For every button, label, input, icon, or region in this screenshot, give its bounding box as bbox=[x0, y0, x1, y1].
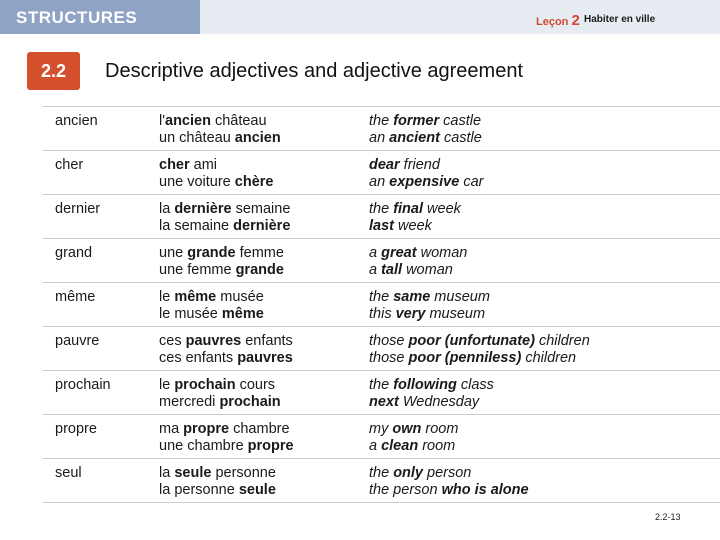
adjective-highlight: propre bbox=[247, 437, 294, 454]
example-line bbox=[369, 377, 494, 394]
adjective-highlight: pauvres bbox=[185, 333, 242, 349]
page-title: Descriptive adjectives and adjective agreement bbox=[105, 60, 523, 82]
example-text: castle bbox=[439, 113, 482, 129]
french-example-cell bbox=[159, 377, 281, 410]
example-text: a bbox=[369, 261, 382, 278]
adjective-cell: prochain bbox=[55, 377, 111, 393]
example-line bbox=[159, 262, 284, 279]
example-text: l' bbox=[159, 113, 165, 129]
example-text: enfants bbox=[241, 333, 293, 349]
adjective-highlight: grande bbox=[235, 261, 284, 278]
example-line bbox=[369, 130, 482, 147]
example-text: cours bbox=[235, 377, 276, 393]
adjective-highlight: expensive bbox=[389, 173, 460, 190]
adjective-highlight: même bbox=[221, 305, 264, 322]
example-text: woman bbox=[402, 261, 453, 278]
example-line bbox=[369, 174, 483, 191]
lesson-number: 2 bbox=[571, 12, 580, 29]
example-text: château bbox=[210, 113, 267, 129]
example-line bbox=[159, 130, 281, 147]
example-text: personne bbox=[211, 465, 276, 481]
example-text: le bbox=[159, 377, 175, 393]
example-line bbox=[369, 465, 529, 482]
example-text: week bbox=[394, 217, 432, 234]
example-text: le musée bbox=[159, 305, 222, 322]
french-example-cell bbox=[159, 245, 284, 278]
english-translation-cell bbox=[369, 465, 529, 498]
example-text: museum bbox=[425, 305, 486, 322]
adjective-highlight: seule bbox=[238, 481, 276, 498]
adjective-cell: dernier bbox=[55, 201, 101, 217]
example-text: my bbox=[369, 421, 393, 437]
example-text: the person bbox=[369, 481, 442, 498]
adjective-highlight: pauvres bbox=[237, 349, 293, 366]
english-translation-cell bbox=[369, 421, 458, 454]
adjective-highlight: next bbox=[369, 393, 399, 410]
adjective-highlight: only bbox=[393, 465, 423, 481]
english-translation-cell bbox=[369, 333, 590, 366]
example-line bbox=[159, 394, 281, 411]
example-line bbox=[369, 306, 490, 323]
example-text: children bbox=[534, 333, 590, 349]
table-row bbox=[43, 327, 720, 371]
table-row bbox=[43, 459, 720, 503]
table-row bbox=[43, 151, 720, 195]
section-banner bbox=[0, 0, 200, 34]
french-example-cell bbox=[159, 113, 281, 146]
adjective-highlight: very bbox=[395, 305, 426, 322]
english-translation-cell bbox=[369, 201, 461, 234]
example-text: the bbox=[369, 201, 394, 217]
example-text: room bbox=[418, 437, 456, 454]
example-text: mercredi bbox=[159, 393, 220, 410]
adjective-highlight: poor (penniless) bbox=[408, 349, 522, 366]
example-line bbox=[159, 421, 294, 438]
example-text: la semaine bbox=[159, 217, 234, 234]
adjective-highlight: prochain bbox=[219, 393, 281, 410]
table-row bbox=[43, 371, 720, 415]
adjective-highlight: former bbox=[393, 113, 440, 129]
section-badge: 2.2 bbox=[27, 52, 80, 90]
example-text: person bbox=[423, 465, 472, 481]
example-line bbox=[369, 350, 590, 367]
adjective-highlight: chère bbox=[234, 173, 274, 190]
adjective-highlight: who is alone bbox=[441, 481, 529, 498]
example-text: those bbox=[369, 349, 409, 366]
table-row bbox=[43, 239, 720, 283]
example-text: la bbox=[159, 465, 175, 481]
example-line bbox=[159, 482, 276, 499]
lesson-word: Leçon bbox=[536, 16, 569, 28]
example-text: une voiture bbox=[159, 173, 235, 190]
example-line bbox=[159, 306, 264, 323]
unit-title: Habiter en ville bbox=[584, 14, 656, 25]
table-row bbox=[43, 107, 720, 151]
table-row bbox=[43, 283, 720, 327]
adjective-highlight: dernière bbox=[233, 217, 291, 234]
english-translation-cell bbox=[369, 289, 490, 322]
example-text: castle bbox=[439, 129, 482, 146]
example-text: those bbox=[369, 333, 409, 349]
table-row bbox=[43, 415, 720, 459]
example-text: a bbox=[369, 437, 382, 454]
table-row bbox=[43, 195, 720, 239]
adjective-cell: pauvre bbox=[55, 333, 100, 349]
example-line bbox=[369, 421, 458, 438]
example-text: un château bbox=[159, 129, 235, 146]
example-text: the bbox=[369, 465, 394, 481]
example-line bbox=[159, 350, 293, 367]
example-text: la personne bbox=[159, 481, 239, 498]
adjective-highlight: clean bbox=[381, 437, 419, 454]
adjective-highlight: ancien bbox=[165, 113, 211, 129]
example-line bbox=[369, 218, 461, 235]
adjective-cell: même bbox=[55, 289, 96, 305]
example-line bbox=[159, 377, 281, 394]
adjective-cell: ancien bbox=[55, 113, 98, 129]
example-line bbox=[159, 465, 276, 482]
adjective-highlight: dear bbox=[369, 157, 400, 173]
example-text: car bbox=[459, 173, 484, 190]
top-banner bbox=[0, 0, 720, 34]
adjective-highlight: ancien bbox=[234, 129, 281, 146]
example-text: the bbox=[369, 377, 394, 393]
adjective-table bbox=[43, 106, 720, 503]
adjective-cell: seul bbox=[55, 465, 82, 481]
example-text: musée bbox=[216, 289, 264, 305]
example-text: an bbox=[369, 129, 390, 146]
example-line bbox=[369, 438, 458, 455]
adjective-highlight: poor (unfortunate) bbox=[408, 333, 535, 349]
example-text: the bbox=[369, 289, 394, 305]
example-line bbox=[159, 289, 264, 306]
example-text: friend bbox=[399, 157, 440, 173]
english-translation-cell bbox=[369, 157, 483, 190]
adjective-highlight: same bbox=[393, 289, 431, 305]
example-line bbox=[369, 157, 483, 174]
adjective-highlight: seule bbox=[174, 465, 212, 481]
english-translation-cell bbox=[369, 113, 482, 146]
example-line bbox=[369, 289, 490, 306]
french-example-cell bbox=[159, 465, 276, 498]
adjective-highlight: grande bbox=[187, 245, 236, 261]
adjective-highlight: prochain bbox=[174, 377, 236, 393]
example-line bbox=[369, 262, 467, 279]
example-text: the bbox=[369, 113, 394, 129]
example-line bbox=[159, 333, 293, 350]
example-line bbox=[159, 201, 290, 218]
example-line bbox=[369, 333, 590, 350]
adjective-highlight: great bbox=[381, 245, 417, 261]
adjective-highlight: propre bbox=[183, 421, 230, 437]
adjective-highlight: following bbox=[393, 377, 457, 393]
example-text: woman bbox=[416, 245, 468, 261]
example-text: une chambre bbox=[159, 437, 248, 454]
french-example-cell bbox=[159, 289, 264, 322]
example-text: ces enfants bbox=[159, 349, 238, 366]
adjective-highlight: cher bbox=[159, 157, 190, 173]
example-line bbox=[159, 245, 284, 262]
example-line bbox=[159, 218, 290, 235]
example-line bbox=[369, 113, 482, 130]
example-line bbox=[369, 201, 461, 218]
example-text: ami bbox=[189, 157, 218, 173]
example-text: an bbox=[369, 173, 390, 190]
example-text: une femme bbox=[159, 261, 236, 278]
example-text: Wednesday bbox=[398, 393, 480, 410]
example-line bbox=[159, 157, 273, 174]
adjective-highlight: own bbox=[392, 421, 422, 437]
adjective-highlight: ancient bbox=[389, 129, 440, 146]
example-text: class bbox=[456, 377, 494, 393]
french-example-cell bbox=[159, 421, 294, 454]
page-number: 2.2-13 bbox=[655, 512, 681, 522]
french-example-cell bbox=[159, 333, 293, 366]
french-example-cell bbox=[159, 201, 290, 234]
example-text: children bbox=[521, 349, 577, 366]
adjective-highlight: même bbox=[174, 289, 217, 305]
example-text: semaine bbox=[231, 201, 291, 217]
example-text: week bbox=[423, 201, 461, 217]
example-text: ma bbox=[159, 421, 184, 437]
example-text: la bbox=[159, 201, 175, 217]
adjective-highlight: final bbox=[393, 201, 423, 217]
example-text: museum bbox=[430, 289, 490, 305]
example-text: le bbox=[159, 289, 175, 305]
example-text: une bbox=[159, 245, 188, 261]
example-text: this bbox=[369, 305, 396, 322]
example-line bbox=[159, 113, 281, 130]
adjective-highlight: dernière bbox=[174, 201, 232, 217]
example-line bbox=[369, 482, 529, 499]
example-text: ces bbox=[159, 333, 186, 349]
example-line bbox=[159, 174, 273, 191]
adjective-highlight: tall bbox=[381, 261, 403, 278]
lesson-label bbox=[536, 12, 580, 29]
adjective-cell: grand bbox=[55, 245, 93, 261]
example-text: chambre bbox=[229, 421, 290, 437]
example-line bbox=[159, 438, 294, 455]
english-translation-cell bbox=[369, 377, 494, 410]
adjective-cell: propre bbox=[55, 421, 97, 437]
section-title: STRUCTURES bbox=[16, 8, 138, 27]
example-line bbox=[369, 245, 467, 262]
adjective-cell: cher bbox=[55, 157, 84, 173]
french-example-cell bbox=[159, 157, 273, 190]
example-text: room bbox=[421, 421, 459, 437]
example-text: femme bbox=[235, 245, 284, 261]
english-translation-cell bbox=[369, 245, 467, 278]
example-text: a bbox=[369, 245, 382, 261]
example-line bbox=[369, 394, 494, 411]
adjective-highlight: last bbox=[369, 217, 394, 234]
